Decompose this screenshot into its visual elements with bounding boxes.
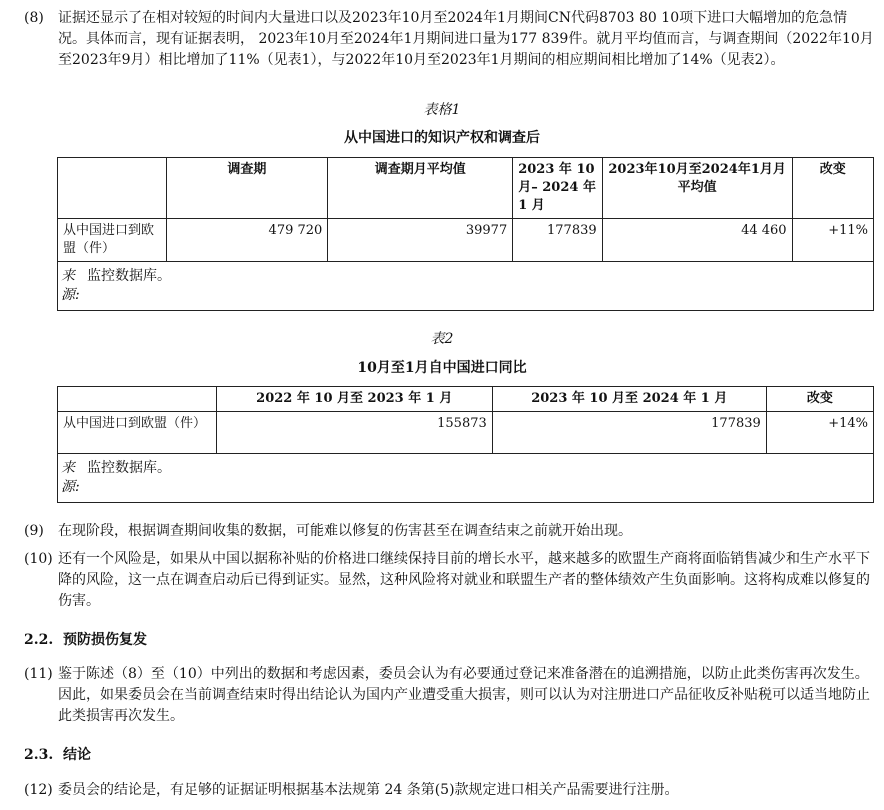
table1-title: 从中国进口的知识产权和调查后 [344,130,540,146]
table2-header-row [58,387,874,412]
paragraph-text: 在现阶段，根据调查期间收集的数据，可能难以修复的伤害甚至在调查结束之前就开始出现。 [58,523,632,539]
table2-source-row [58,454,874,503]
paragraph-text: 委员会的结论是，有足够的证据证明根据基本法规第 24 条第(5)款规定进口相关产品需要进行注册。 [58,782,679,798]
table1-header-cell [58,158,167,219]
paragraph-number: (8) [24,10,44,26]
table2 [57,386,874,503]
paragraph-number: (9) [24,523,44,539]
table2-title: 10月至1月自中国进口同比 [357,360,527,376]
source-value: 监控数据库。 [87,460,171,476]
table-cell: +14% [766,412,873,454]
table-cell: 155873 [216,412,492,454]
table1-header-cell: 2023年10月至2024年1月月平均值 [602,158,792,219]
table-cell: 从中国进口到欧盟（件） [58,219,167,262]
paragraph-9 [24,521,874,542]
paragraph-number: (10) [24,551,53,567]
table1-header-cell: 改变 [792,158,873,219]
source-label: 来源: [61,460,80,495]
table1 [57,157,874,311]
paragraph-8 [24,8,874,71]
table2-header-cell: 2022 年 10 月至 2023 年 1 月 [216,387,492,412]
paragraph-12 [24,780,874,801]
source-value: 监控数据库。 [87,268,171,284]
table-cell: 177839 [492,412,766,454]
paragraph-text: 鉴于陈述（8）至（10）中列出的数据和考虑因素，委员会认为有必要通过登记来准备潜在的追溯措施，以防止此类伤害再次发生。因此，如果委员会在当前调查结束时得出结论认为国内产业遭受重大损害，则可以认为对注册进口产品征收反补贴税可以适当地防止此类损害再次发生。 [58,666,870,724]
table-row [58,219,874,262]
table1-header-cell: 2023 年 10 月– 2024 年 1 月 [513,158,602,219]
table1-header-cell: 调查期月平均值 [328,158,513,219]
paragraph-10 [24,549,874,612]
table2-header-cell [58,387,217,412]
table1-header-row [58,158,874,219]
table1-source-row [58,262,874,311]
table-row [58,412,874,454]
table-cell: +11% [792,219,873,262]
paragraph-number: (11) [24,666,53,682]
table2-label: 表2 [430,331,454,347]
section-heading-2-3: 2.3. 结论 [24,747,91,763]
table2-header-cell: 2023 年 10 月至 2024 年 1 月 [492,387,766,412]
table-cell: 479 720 [166,219,328,262]
source-label: 来源: [61,268,80,303]
table1-header-cell: 调查期 [166,158,328,219]
table-cell: 从中国进口到欧盟（件） [58,412,217,454]
table-cell: 44 460 [602,219,792,262]
table1-label: 表格1 [423,102,461,118]
section-heading-2-2: 2.2. 预防损伤复发 [24,632,147,648]
paragraph-text: 证据还显示了在相对较短的时间内大量进口以及2023年10月至2024年1月期间CN代码8703 80 10项下进口大幅增加的危急情况。具体而言，现有证据表明， 2023年10月至2024年1月期间进口量为177 839件。就月平均值而言，与调查期间（2022年10月至2023年9月）相比增加了11%（见表1），与2022年10月至2023年1月期间的相应期间相比增加了14%（见表2）。 [58,10,874,68]
paragraph-number: (12) [24,782,53,798]
table-cell: 177839 [513,219,602,262]
table2-header-cell: 改变 [766,387,873,412]
paragraph-11 [24,664,874,727]
table-cell: 39977 [328,219,513,262]
paragraph-text: 还有一个风险是，如果从中国以据称补贴的价格进口继续保持目前的增长水平，越来越多的欧盟生产商将面临销售减少和生产水平下降的风险，这一点在调查启动后已得到证实。显然，这种风险将对就业和联盟生产者的整体绩效产生负面影响。这将构成难以修复的伤害。 [58,551,870,609]
